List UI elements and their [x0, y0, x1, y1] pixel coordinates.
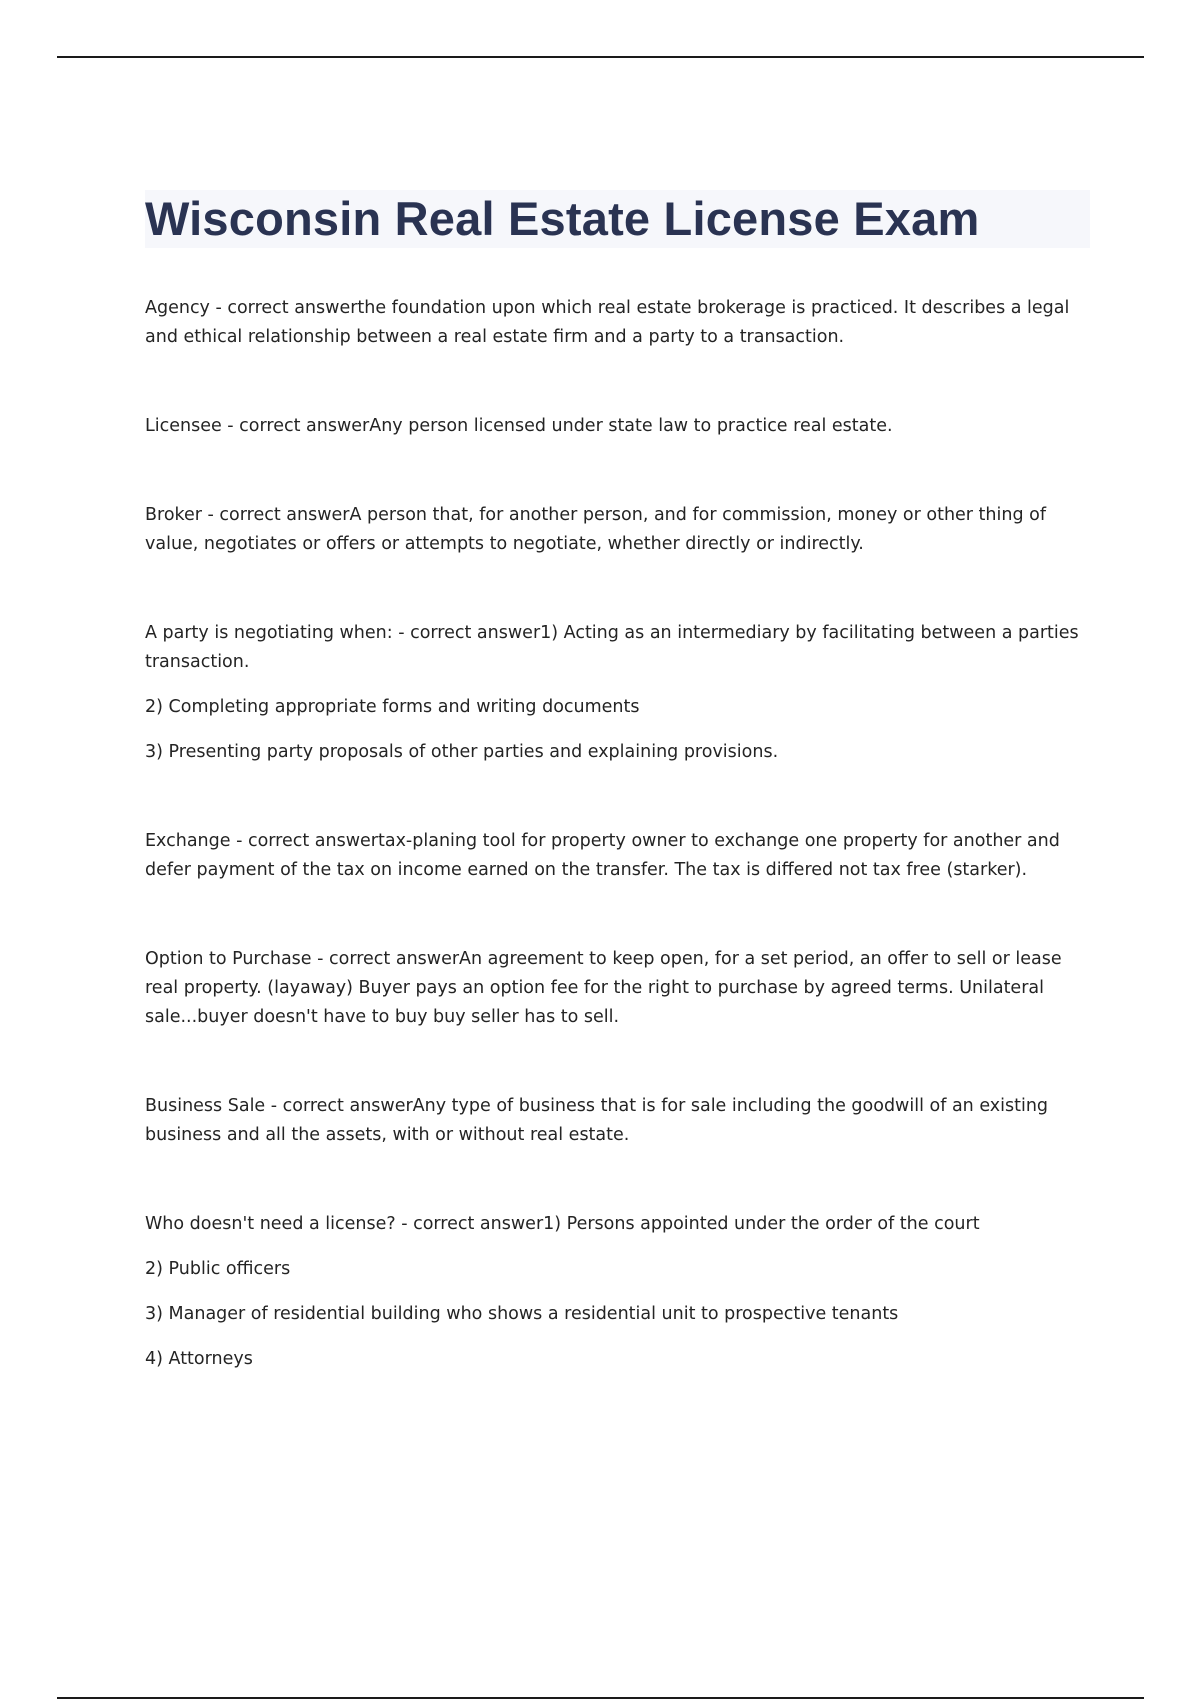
- entry-paragraph: Business Sale - correct answerAny type of business that is for sale including the goodwill of an existing business and all the assets, with or without real estate.: [145, 1096, 1049, 1145]
- entry-paragraph: Agency - correct answerthe foundation upon which real estate brokerage is practiced. It describes a legal and ethical relationship between a real estate firm and a party to a transaction.: [145, 298, 1070, 347]
- entry-paragraph: Who doesn't need a license? - correct answer1) Persons appointed under the order of the court: [145, 1214, 980, 1234]
- entry-agency: [145, 294, 1090, 352]
- entry-paragraph: Exchange - correct answertax-planing tool for property owner to exchange one property for another and defer payment of the tax on income earned on the transfer. The tax is differed not tax free (starker).: [145, 831, 1060, 880]
- entry-negotiating: [145, 619, 1090, 767]
- bottom-rule: [57, 1697, 1144, 1699]
- entry-list-item: 2) Public officers: [145, 1259, 291, 1279]
- entry-paragraph: Option to Purchase - correct answerAn agreement to keep open, for a set period, an offer to sell or lease real property. (layaway) Buyer pays an option fee for the right to purchase by agreed terms. Unilateral sale...buyer doesn't have to buy buy seller has to sell.: [145, 949, 1062, 1027]
- entry-licensee: [145, 412, 1090, 441]
- entry-list-item: 2) Completing appropriate forms and writing documents: [145, 697, 640, 717]
- title-banner: [145, 190, 1090, 248]
- document-title: Wisconsin Real Estate License Exam: [145, 192, 980, 245]
- entry-broker: [145, 501, 1090, 559]
- entry-business-sale: [145, 1092, 1090, 1150]
- entry-paragraph: Licensee - correct answerAny person licensed under state law to practice real estate.: [145, 416, 893, 436]
- entry-paragraph: Broker - correct answerA person that, for another person, and for commission, money or other thing of value, negotiates or offers or attempts to negotiate, whether directly or indirectly.: [145, 505, 1047, 554]
- entry-list-item: 3) Manager of residential building who shows a residential unit to prospective tenants: [145, 1304, 899, 1324]
- entry-paragraph: A party is negotiating when: - correct answer1) Acting as an intermediary by facilitating between a parties transaction.: [145, 623, 1079, 672]
- entry-exchange: [145, 827, 1090, 885]
- entry-list-item: 3) Presenting party proposals of other parties and explaining provisions.: [145, 742, 779, 762]
- entry-list-item: 4) Attorneys: [145, 1349, 253, 1369]
- document-content: [145, 190, 1090, 1434]
- top-rule: [57, 56, 1144, 58]
- entry-no-license-needed: [145, 1210, 1090, 1374]
- entry-option-to-purchase: [145, 945, 1090, 1032]
